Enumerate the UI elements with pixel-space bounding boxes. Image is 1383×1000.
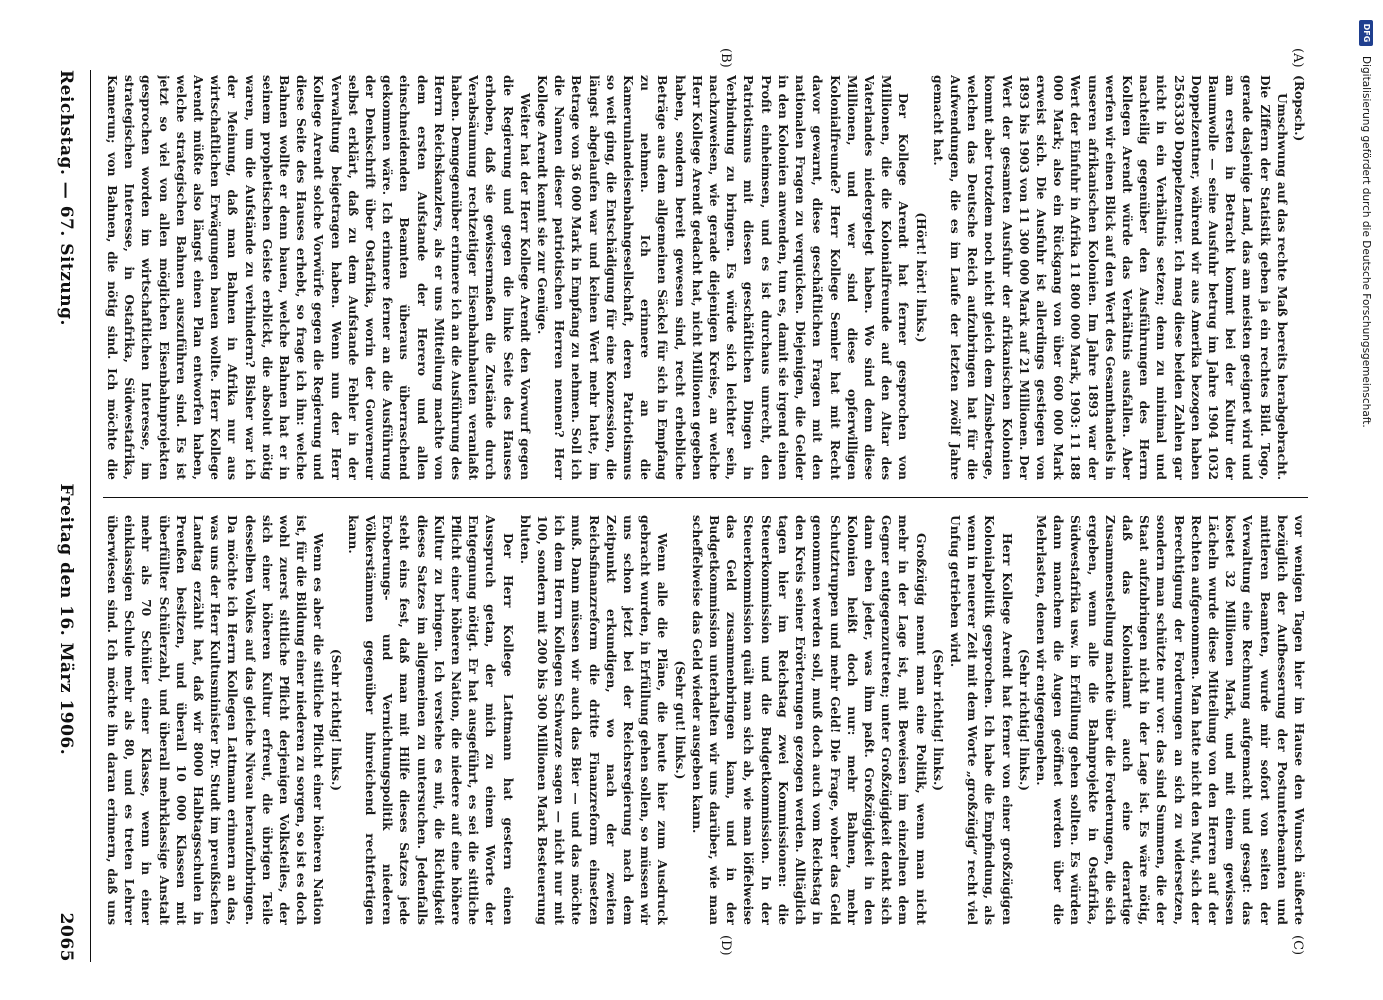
paragraph: Wenn es aber die sittliche Pflicht einer höheren Nation ist, für die Bildung einer niederen zu sorgen, so ist es doch wohl zuerst sittliche Pflicht derjenigen Volksteiles, der sich einer höheren Kultur erfreut, die übrigen Teile desselben Volkes auf das gleiche Niveau heraufzubringen. Da möchte ich Herrn Kollegen Lattmann erinnern an das, was uns der Herr Kultusminister Dr. Studt im preußischen Landtag erzählt hat, daß wir 8000 Halbtagsschulen in Preußen besitzen, und überall 10 000 Klassen mit überfüllter Schülerzahl, und überall mehrklassige Anstalt mehr als 70 Schüler einer Klasse, wenn in einer einklassigen Schule mehr als 80, und es treten Lehrer überwiesen sind. Ich möchte ihn daran erinnern, daß uns [104, 515, 327, 925]
dfg-logo: DFG [1359, 20, 1373, 46]
interjection: (Sehr richtig! links.) [328, 648, 344, 792]
margin-letter-d: (D) [718, 935, 733, 956]
paragraph: (Ropsch.) [1292, 75, 1307, 142]
paragraph: Wenn alle die Pläne, die heute hier zum Ausdruck gebracht wurden, in Erfüllung gehen sollen, so müssen wir uns schon jetzt bei der Reichsregierung nach dem Zeitpunkt erkundigen, wo nach der zweiten Reichsfinanzreform die dritte Finanzreform einsetzen muß. Dann müssen wir auch das Bier — und das möchte ich dem Herrn Kollegen Schwarze sagen — nicht nur mit 100, sondern mit 200 bis 300 Millionen Mark Besteuerung bluten. [517, 515, 671, 925]
paragraph: Der Herr Kollege Lattmann hat gestern einen Ausspruch getan, der mich zu einem Worte der Entgegnung nötigt. Er hat ausgeführt, es sei die sittliche Pflicht einer höheren Nation, die niedere auf eine höhere Kultur zu bringen. Ich verstehe es mit, die Richtigkeit dieses Satzes im allgemeinen zu untersuchen. Jedenfalls steht eins fest, daß man mit Hilfe dieses Satzes jede Eroberungs- und Vernichtungspolitik niederen Völkerstämmen gegenüber hinreichend rechtfertigen kann. [345, 515, 516, 925]
header-rule [90, 70, 91, 962]
footer-text: Digitalisierung gefördert durch die Deutsche Forschungsgemeinschaft. [1360, 56, 1372, 428]
interjection: (Sehr richtig! links.) [1016, 648, 1032, 792]
paragraph: Herr Kollege Arendt hat ferner von einer großzügigen Kolonialpolitik gesprochen. Ich habe die Empfindung, als wenn in neuerer Zeit mit dem Worte „großzügig“ recht viel Unfug getrieben wird. [947, 515, 1015, 925]
margin-letter-a: (A) [1290, 48, 1305, 68]
column-divider [103, 497, 1308, 498]
margin-letter-b: (B) [718, 48, 733, 68]
footer-credit [1353, 20, 1379, 980]
paragraph: Umschwung auf das rechte Maß bereits herabgebracht. Die Ziffern der Statistik geben ja ein rechtes Bild. Togo, gerade dasjenige Land, das am meisten geeignet wird und am ersten in Betracht kommt bei der Kultur der Baumwolle — seine Ausfuhr betrug im Jahre 1904 1032 Doppelzentner, während wir aus Amerika bezogen haben 2563330 Doppelzentner. Ich mag diese beiden Zahlen gar nicht in ein Verhältnis setzen; denn zu minimal und nachteilig gegenüber den Ausführungen des Herrn Kollegen Arendt würde das Verhältnis ausfallen. Aber werfen wir einen Blick auf den Wert des Gesamthandels in unseren afrikanischen Kolonien. Im Jahre 1893 war der Wert der Einfuhr in Afrika 11 800 000 Mark, 1903: 11 188 000 Mark; also ein Rückgang von über 600 000 Mark erweist sich. Die Ausfuhr ist allerdings gestiegen von 1893 bis 1903 von 11 300 000 Mark auf 21 Millionen. Der Wert der gesamten Ausfuhr der afrikanischen Kolonien kommt aber trotzdem noch nicht gleich dem Zinsbetrage, welchen das Deutsche Reich aufzubringen hat für die Aufwendungen, die es im Laufe der letzten zwölf Jahre gemacht hat. [930, 75, 1290, 480]
page-header [49, 70, 83, 962]
paragraph: Der Kollege Arendt hat ferner gesprochen von Millionen, die die Kolonialfreunde auf den Altar des Vaterlandes niedergelegt haben. Wo sind denn diese Millionen, und wer sind diese opferwilligen Kolonialfreunde? Herr Kollege Semler hat mit Recht davor gewarnt, diese geschäftlichen Fragen mit den nationalen Fragen zu verquicken. Diejenigen, die Gelder in den Kolonien anwenden, tun es, damit sie irgend einen Profit einheimsen, und es ist durchaus unrecht, den Patriotismus mit diesen geschäftlichen Dingen in Verbindung zu bringen. Es würde sich leichter sein, nachzuweisen, wie gerade diejenigen Kreise, an welche Herr Kollege Arendt gedacht hat, nicht Millionen gegeben haben, sondern bereit gewesen sind, recht erhebliche Beträge aus dem allgemeinen Säckel für sich in Empfang zu nehmen. Ich erinnere an die Kamerunlandeisenbahngesellschaft, deren Patriotismus so weit ging, die Entschädigung für eine Konzession, die längst abgelaufen war und keinen Wert mehr hatte, im Betrage von 36 000 Mark in Empfang zu nehmen. Soll ich die Namen dieser patriotischen Herren nennen? Herr Kollege Arendt kennt sie zur Genüge. [535, 75, 912, 480]
margin-letter-c: (C) [1290, 935, 1305, 956]
paragraph: vor wenigen Tagen hier im Hause den Wunsch äußerte bezüglich der Aufbesserung der Postunterbeamten und mittleren Beamten, wurde mir sofort von seiten der Verwaltung eine Rechnung aufgemacht und gesagt: das kostet 32 Millionen Mark, und mit einem gewissen Lächeln wurde diese Mitteilung von den Herren auf der Rechten aufgenommen. Man hatte nicht den Mut, sich der Berechtigung der Forderungen an sich zu widersetzen, sondern man schützte nur vor: das sind Summen, die der Staat aufzubringen nicht in der Lage ist. Es wäre nötig, daß das Kolonialamt auch eine derartige Zusammenstellung machte über die Forderungen, die sich ergeben, wenn alle die Bahnprojekte in Ostafrika, Südwestafrika usw. in Erfüllung gehen sollten. Es würden dann manchem die Augen geöffnet werden über die Mehrlasten, denen wir entgegengehen. [1033, 515, 1307, 925]
header-section: Reichstag. — 67. Sitzung. [56, 70, 76, 326]
header-date: Freitag den 16. März 1906. [56, 483, 76, 756]
text-column-right [103, 515, 1308, 925]
paragraph: Weiter hat der Herr Kollege Arendt den Vorwurf gegen die Regierung und gegen die linke Seite des Hauses erhoben, daß sie gewissermaßen die Zustände durch Verabsäumung rechtzeitiger Eisenbahnbauten veranlaßt haben. Demgegenüber erinnere ich an die Ausführung des Herrn Reichskanzlers, als er uns Mitteilung machte von dem ersten Aufstande der Herero und allen einschneidenden Beamten überaus überraschend gekommen wäre. Ich erinnere ferner an die Ausführung der Denkschrift über Ostafrika, worin der Gouverneur selbst erklärt, daß zu dem Aufstande Fehler in der Verwaltung beigetragen haben. Wenn nun der Herr Kollege Arendt solche Vorwürfe gegen die Regierung und diese Seite des Hauses erhebt, so frage ich ihn: welche Bahnen wollte er denn bauen, welche Bahnen hat er in seinem prophetischen Geiste erblickt, die absolut nötig waren, um die Aufstände zu verhindern? Bisher war ich der Meinung, daß man Bahnen in Afrika nur aus wirtschaftlichen Erwägungen bauen wollte. Herr Kollege Arendt müßte also längst einen Plan entworfen haben, welche strategischen Bahnen auszuführen sind. Es ist jetzt so viel von allen möglichen Eisenbahnprojekten gesprochen worden im wirtschaftlichen Interesse, im strategischen Interesse, in Ostafrika, Südwestafrika, Kamerun; von Bahnen, die nötig sind. Ich möchte die [104, 75, 533, 480]
interjection: (Sehr gut! links.) [672, 660, 688, 780]
paragraph: Großzügig nennt man eine Politik, wenn man nicht mehr in der Lage ist, mit Beweisen im einzelnen dem Gegner entgegenzutreten; unter Großzügigkeit denkt sich dann eben jeder, was ihm paßt. Großzügigkeit in den Kolonien heißt doch nur: mehr Bahnen, mehr Schutztruppen und mehr Geld! Die Frage, woher das Geld genommen werden soll, muß doch auch vom Reichstag in den Kreis seiner Erörterungen gezogen werden. Alltäglich tagen hier im Reichstag zwei Kommissionen: die Steuerkommission und die Budgetkommission. In der Steuerkommission quält man sich ab, wie man löffelweise das Geld zusammenbringen kann, und in der Budgetkommission unterhalten wir uns darüber, wie man scheffelweise das Geld wieder ausgeben kann. [689, 515, 929, 925]
text-column-left [103, 75, 1308, 480]
interjection: (Hört! hört! links.) [913, 212, 929, 343]
interjection: (Sehr richtig! links.) [930, 648, 946, 792]
page-number: 2065 [56, 912, 76, 962]
